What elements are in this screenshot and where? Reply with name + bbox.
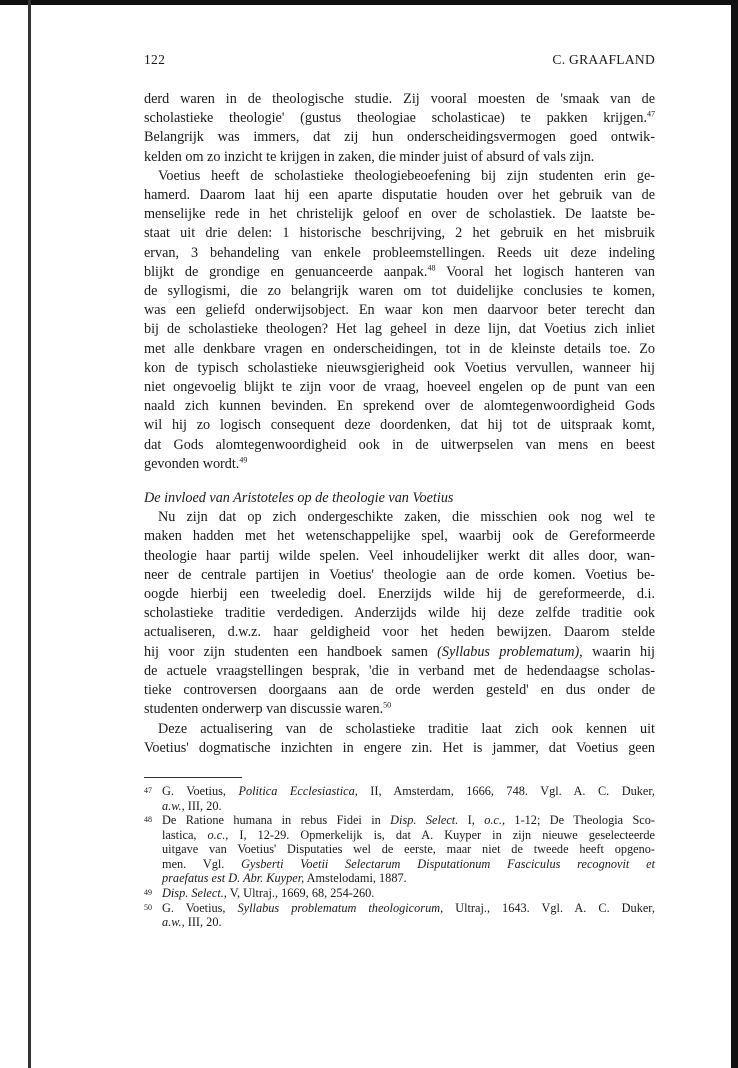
text-line: met alle denkbare vragen en onderscheidingen, tot in de kleinste details toe. Zo <box>144 340 655 357</box>
text-line: wil hij zo logisch consequent deze doordenken, dat hij tot de uitspraak komt, <box>144 417 655 434</box>
footnote-ref-47: 47 <box>647 109 655 119</box>
text-line: maken hadden met het wetenschappelijke spel, waarbij ook de Gereformeerde <box>144 528 655 545</box>
text-line: ervan, 3 behandeling van enkele probleemstellingen. Reeds uit deze indeling <box>144 244 655 261</box>
footnote-divider <box>144 777 242 778</box>
text-line: naald zich kunnen bevinden. En sprekend over de alomtegenwoordigheid Gods <box>144 398 655 415</box>
footnotes <box>144 784 655 930</box>
text-line: blijkt de grondige en genuanceerde aanpak.$^{48}$ Vooral het logisch hanteren van <box>144 263 655 280</box>
footnote-marker: 48 <box>144 815 152 825</box>
page-number: 122 <box>144 52 166 67</box>
paragraph-2 <box>144 167 655 474</box>
running-head <box>144 52 655 72</box>
book-page <box>144 52 655 930</box>
running-head-author: C. GRAAFLAND <box>552 52 655 67</box>
footnote-marker: 47 <box>144 785 152 795</box>
footnote-ref-50: 50 <box>383 700 392 710</box>
text-line: kelden om zo inzicht te krijgen in zaken, die minder juist of absurd of vals zijn. <box>144 148 595 165</box>
text-line: scholastieke traditie verdedigen. Anderzijds wilde hij deze zelfde traditie ook <box>144 605 655 622</box>
footnote-ref-48: 48 <box>427 263 436 273</box>
text-line: Voetius' dogmatische inzichten in engere zin. Het is jammer, dat Voetius geen <box>144 739 655 756</box>
text-line: neer de centrale partijen in Voetius' theologie aan de orde komen. Voetius be- <box>144 566 655 583</box>
scan-border-right <box>731 0 738 1068</box>
footnote-50: 50 G. Voetius, Syllabus problematum theologicorum, Ultraj., 1643. Vgl. A. C. Duker, a.w., III, 20. <box>144 900 655 930</box>
paragraph-4 <box>144 720 655 758</box>
text-line: hij voor zijn studenten een handboek samen (Syllabus problematum), waarin hij <box>144 643 655 660</box>
footnote-48: 48 De Ratione humana in rebus Fidei in Disp. Select. I, o.c., 1-12; De Theologia Sco- lastica, o.c., I, 12-29. Opmerkelijk is, dat A. Kuyper in zijn nieuwe geselecteerde uitgave van Voetius' Disputaties wel de eerste, maar niet de tweede heeft opgeno- men. Vgl. Gysberti Voetii Selectarum Disputationum Fasciculus recognovit et praefatus est D. Abr. Kuyper, Amstelodami, 1887. <box>144 813 656 886</box>
text-line: tieke controversen doorgaans aan de orde werden gesteld' en dus onder de <box>144 682 655 699</box>
text-line: de syllogismi, die zo belangrijk waren om tot duidelijke conclusies te komen, <box>144 283 655 300</box>
scan-border-left <box>28 0 31 1068</box>
text-line: was een geliefd onderwijsobject. En waar kon men daarvoor beter terecht dan <box>144 302 655 319</box>
text-line: dat Gods alomtegenwoordigheid ook in de uitwerpselen van mens en beest <box>144 436 655 453</box>
scan-border-top <box>0 0 738 5</box>
text-line: menselijke rede in het christelijk geloof en over de scholastiek. De laatste be- <box>144 206 655 223</box>
text-line: hamerd. Daarom laat hij een aparte disputatie houden over het gebruik van de <box>144 187 655 204</box>
footnote-ref-49: 49 <box>239 455 248 465</box>
text-line: oogde hierbij een tweeledig doel. Enerzijds wilde hij de gereformeerde, d.i. <box>144 586 655 603</box>
footnote-marker: 50 <box>144 902 152 912</box>
text-line: Nu zijn dat op zich ondergeschikte zaken, die misschien ook nog wel te <box>158 509 655 526</box>
footnote-47: 47 G. Voetius, Politica Ecclesiastica, II, Amsterdam, 1666, 748. Vgl. A. C. Duker, a.w., III, 20. <box>144 783 656 813</box>
text-line: theologie haar partij wilde spelen. Veel inhoudelijker werkt dit alles door, wan- <box>144 547 655 564</box>
text-line: Voetius heeft de scholastieke theologiebeoefening bij zijn studenten erin ge- <box>158 167 655 184</box>
footnote-49: 49 Disp. Select., V, Ultraj., 1669, 68, 254-260. <box>144 886 375 901</box>
paragraph-3 <box>144 508 655 719</box>
paragraph-1 <box>144 90 655 167</box>
text-line: Belangrijk was immers, dat zij hun onderscheidingsvermogen goed ontwik- <box>144 129 655 146</box>
footnote-marker: 49 <box>144 888 152 898</box>
text-line: actualiseren, d.w.z. haar geldigheid voor het heden bewijzen. Daarom stelde <box>144 624 655 641</box>
text-line: bij de scholastieke theologen? Het lag geheel in deze lijn, dat Voetius zich inliet <box>144 321 655 338</box>
text-line: gevonden wordt.$^{49}$ <box>144 455 248 472</box>
text-line: niet ongevoelig blijkt te zijn voor de vraag, hoeveel engelen op de punt van een <box>144 379 655 396</box>
text-line: scholastieke theologie' (gustus theologiae scholasticae) te pakken krijgen.$^{47}$ <box>144 109 655 127</box>
section-heading: De invloed van Aristoteles op de theologie van Voetius <box>144 490 454 507</box>
text-line: studenten onderwerp van discussie waren.$^{50}$ <box>144 700 392 718</box>
body-text <box>144 90 655 758</box>
text-line: staat uit drie delen: 1 historische beschrijving, 2 het gebruik en het misbruik <box>144 225 655 242</box>
text-line: de actuele vraagstellingen besprak, 'die in verband met de hedendaagse scholas- <box>144 662 655 679</box>
text-line: kon de typisch scholastieke nieuwsgierigheid ook Voetius vervullen, wanneer hij <box>144 359 655 376</box>
text-line: Deze actualisering van de scholastieke traditie laat zich ook kennen uit <box>158 720 655 737</box>
text-line: derd waren in de theologische studie. Zij vooral moesten de 'smaak van de <box>144 91 655 107</box>
